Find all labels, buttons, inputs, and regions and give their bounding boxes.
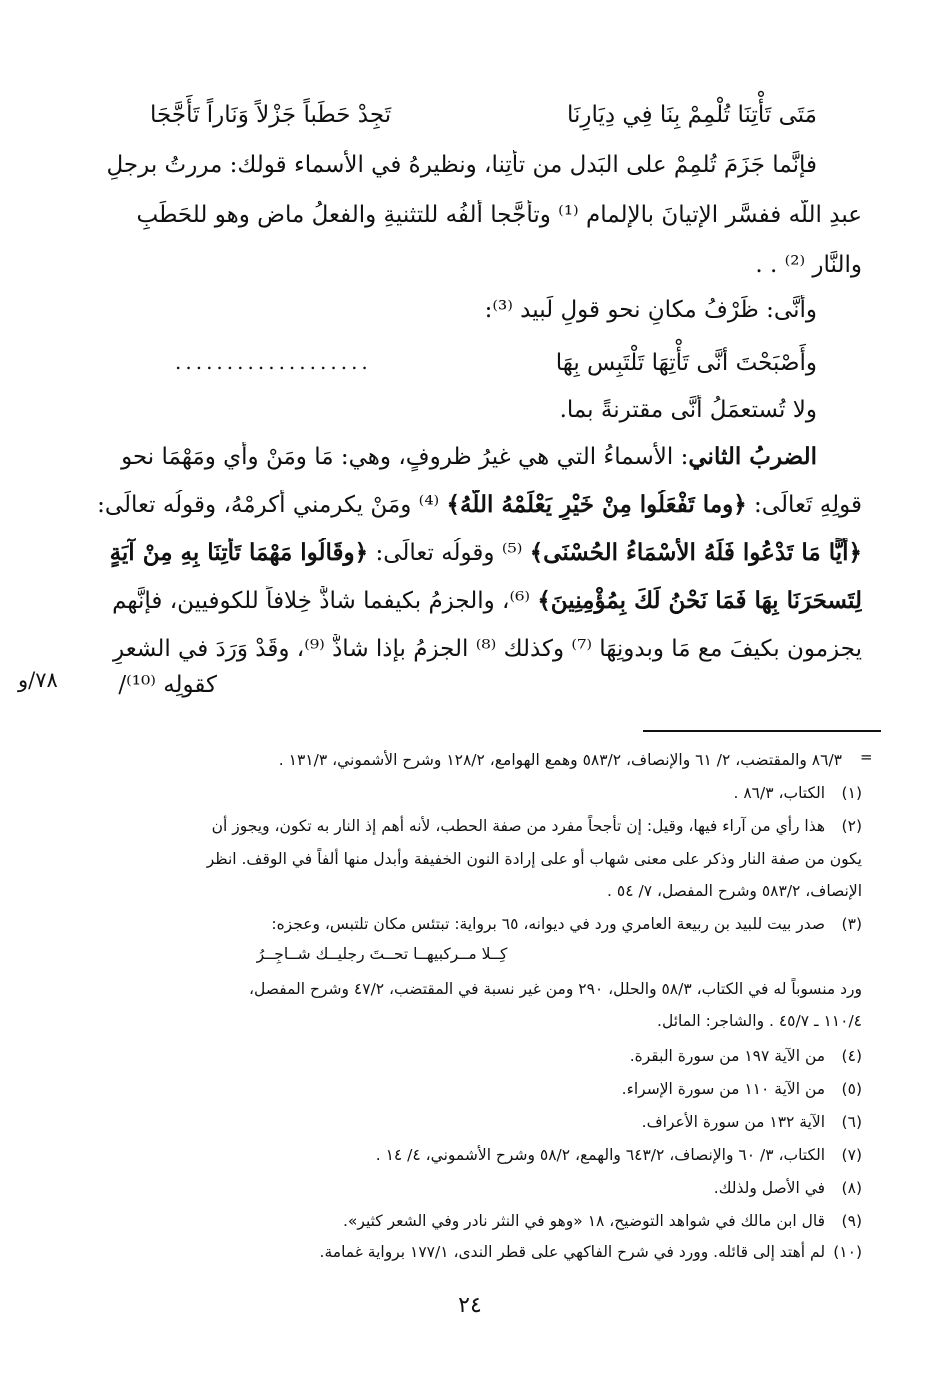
footnote-number: (٧) (841, 1146, 862, 1164)
verse-2-first-hemistich: وأَصْبَحْتَ أنَّى تَأْتِهَا تَلْتَبِس بِهَا (555, 350, 817, 376)
verse-2-omitted-dots: ................... (175, 350, 372, 374)
second-type-line-1 (97, 442, 817, 472)
footnote-number: (٨) (841, 1179, 862, 1197)
anna-intro-line: وأنَّى: ظَرْفُ مكانٍ نحو قولِ لَبيد ⁽³⁾: (484, 297, 817, 323)
main-line-3: والنَّار ⁽²⁾ . . (755, 252, 862, 278)
footnote-text: الكتاب، ٨٦/٣ . (733, 784, 826, 802)
footnote-number: (١) (841, 784, 862, 802)
page-number: ٢٤ (458, 1293, 482, 1318)
main-line-2: عبدِ اللّه ففسَّر الإتيانَ بالإلمام ⁽¹⁾ وتأجَّجا ألفُه للتثنيةِ والفعلُ ماضٍ وهو للحَطَبِ (136, 202, 862, 228)
quran-verse-6-start: ﴿وقَالُوا مَهْمَا تَأْتِنَا بِهِ مِنْ آيَةٍ (109, 539, 369, 566)
second-type-line-2-text-b: ⁽⁴⁾ ومَنْ يكرمني أكرمْهُ، وقولُه تعالَى: (97, 492, 447, 518)
footnote-2-line-3: الإنصاف، ٥٨٣/٢ وشرح المفصل، ٧/ ٥٤ . (607, 882, 862, 900)
footnote-number: (٢) (841, 817, 862, 835)
footnote-5 (82, 1078, 862, 1100)
footnote-number: (٣) (841, 915, 862, 933)
footnote-text: قال ابن مالك في شواهد التوضيح، ١٨ «وهو في النثر نادر وفي الشعر كثير». (342, 1212, 826, 1230)
footnote-separator (643, 730, 881, 732)
footnote-text: الآية ١٣٢ من سورة الأعراف. (641, 1113, 826, 1131)
footnote-2-line-2: يكون من صفة النار وذكر على معنى شهاب أو على إرادة النون الخفيفة وأبدل منها ألفاً في الوقف. انظر (206, 850, 862, 868)
second-type-line-6: كقولِه ⁽¹⁰⁾/ (118, 672, 217, 698)
verse-1-second-hemistich: تَجِدْ حَطَباً جَزْلاً وَنَاراً تَأَجَّجَا (150, 102, 392, 128)
footnote-8 (82, 1177, 862, 1199)
footnote-text: من الآية ١٩٧ من سورة البقرة. (629, 1047, 826, 1065)
footnote-text: في الأصل ولذلك. (713, 1179, 826, 1197)
footnote-number: (٤) (841, 1047, 862, 1065)
footnote-3-line-3: ١١٠/٤ ـ ٤٥/٧ . والشاجر: المائل. (657, 1012, 862, 1030)
footnote-3-line-2: ورد منسوباً له في الكتاب، ٥٨/٣ والحلل، ٢٩٠ ومن غير نسبة في المقتضب، ٤٧/٢ وشرح المفصل، (249, 980, 862, 998)
footnote-text: من الآية ١١٠ من سورة الإسراء. (621, 1080, 826, 1098)
anna-note-line: ولا تُستعمَلُ أنَّى مقترنةً بما. (559, 397, 817, 423)
footnote-text: هذا رأي من آراء فيها، وقيل: إن تأجحاً مفرد من صفة الحطب، لأنه أهم إذ النار به تكون، ويجوز أن (211, 817, 826, 835)
verse-1-first-hemistich: مَتَى تَأْتِنَا تُلْمِمْ بِنَا فِي دِيَارِنَا (566, 102, 817, 128)
main-line-1: فإنَّما جَزَمَ تُلمِمْ على البَدل من تأتِنا، ونظيرهُ في الأسماء قولك: مررتُ برجلٍ (106, 152, 817, 178)
quran-verse-4: ﴿وما تَفْعَلُوا مِنْ خَيْرٍ يَعْلَمْهُ اللَّهُ﴾ (446, 491, 747, 518)
footnote-number: (١٠) (833, 1243, 862, 1261)
footnote-3-line-1 (82, 913, 862, 935)
second-type-line-4-text: ⁽⁶⁾، والجزمُ بكيفما شاذٌّ خِلافاً للكوفيين، فإنَّهم (112, 588, 538, 614)
quran-verse-5: ﴿أَيًّا مَا تَدْعُوا فَلَهُ الأَسْمَاءُ الحُسْنَى﴾ (529, 539, 862, 566)
second-type-line-3 (82, 538, 862, 568)
footnote-text: صدر بيت للبيد بن ربيعة العامري ورد في ديوانه، ٦٥ برواية: تبتئس مكان تلتبس، وعجزه: (271, 915, 826, 933)
footnote-3-verse: كِــلا مــركبيهــا تحــتَ رجليــك شــاجِــرُ (256, 945, 508, 963)
footnote-number: (٥) (841, 1080, 862, 1098)
footnote-7 (82, 1144, 862, 1166)
quran-verse-6-end: لِتَسحَرَنَا بِهَا فَمَا نَحْنُ لَكَ بِمُؤْمِنِينَ﴾ (537, 587, 862, 614)
second-type-line-3-text: ⁽⁵⁾ وقولُه تعالَى: (368, 540, 530, 566)
footnote-4 (82, 1045, 862, 1067)
second-type-line-5: يجزمون بكيفَ مع مَا وبدونِهَا ⁽⁷⁾ وكذلك ⁽⁸⁾ الجزمُ بإذا شاذٌّ ⁽⁹⁾، وقَدْ وَرَدَ في الشعرِ (113, 636, 862, 662)
footnote-number: (٩) (841, 1212, 862, 1230)
footnote-text: الكتاب، ٣/ ٦٠ والإنصاف، ٦٤٣/٢ والهمع، ٥٨/٢ وشرح الأشموني، ٤/ ١٤ . (375, 1146, 826, 1164)
footnote-text: لم أهتد إلى قائله. وورد في شرح الفاكهي على قطر الندى، ١٧٧/١ برواية غمامة. (319, 1243, 826, 1261)
footnote-9 (82, 1210, 862, 1232)
footnote-1 (82, 782, 862, 804)
footnote-10 (82, 1241, 862, 1263)
second-type-line-1-text: : الأسماءُ التي هي غيرُ ظروفٍ، وهي: مَا ومَنْ وأي ومَهْمَا نحو (121, 444, 689, 470)
second-type-line-4 (82, 586, 862, 616)
footnote-continuation: ٨٦/٣ والمقتضب، ٢/ ٦١ والإنصاف، ٥٨٣/٢ وهمع الهوامع، ١٢٨/٢ وشرح الأشموني، ١٣١/٣ . (278, 751, 842, 769)
second-type-heading: الضربُ الثاني (688, 443, 817, 470)
footnote-number: (٦) (841, 1113, 862, 1131)
second-type-line-2-text-a: قولِهِ تَعالَى: (746, 492, 862, 518)
margin-folio-marker: ٧٨/و (18, 668, 58, 692)
footnote-6 (82, 1111, 862, 1133)
second-type-line-2 (82, 490, 862, 520)
footnote-continuation-mark: = (860, 748, 873, 766)
footnote-2-line-1 (82, 815, 862, 837)
